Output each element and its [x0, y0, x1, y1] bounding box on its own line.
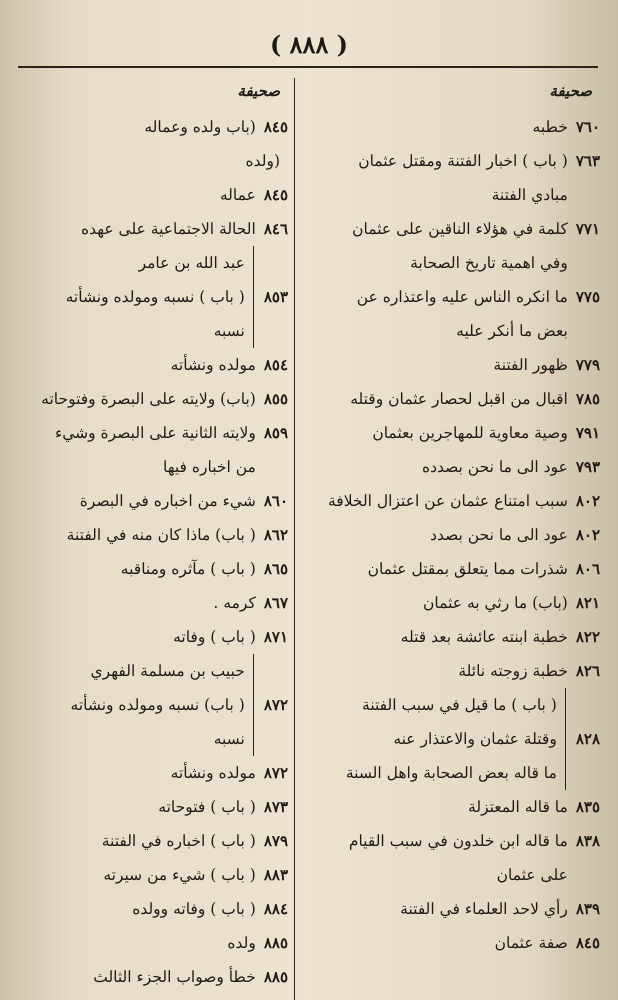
toc-entry-title: [372, 416, 568, 450]
toc-page-number: ٨٥٥: [263, 390, 288, 408]
toc-entry: [302, 552, 600, 586]
toc-entry: [22, 824, 288, 858]
toc-entry-title: [171, 756, 256, 790]
toc-entry-title: [103, 858, 256, 892]
toc-page-number: ٨٥٩: [263, 424, 288, 442]
toc-entry-line: من اخباره فيها: [163, 458, 256, 476]
toc-entry-title: [173, 620, 256, 654]
toc-entry-title: [349, 824, 568, 892]
toc-entry-title: [227, 926, 255, 960]
toc-entry-line: كلمة في هؤلاء الناقين على عثمان: [352, 220, 568, 238]
toc-entry-title: [66, 246, 254, 348]
toc-entry-line: نسبه: [213, 322, 245, 340]
toc-page-number: ٨٢٨: [575, 730, 600, 748]
toc-page-number: ٧٩٣: [575, 458, 600, 476]
toc-page-number: ٨٦٥: [263, 560, 288, 578]
toc-entry-line: ( باب ) ما قيل في سبب الفتنة: [362, 696, 557, 714]
page-number: ( ٨٨٨ ): [269, 30, 349, 59]
toc-entry-title: [220, 178, 256, 212]
toc-entry-line: خطأ وصواب الجزء الثالث: [93, 968, 256, 986]
toc-entry-line: ولايته الثانية على البصرة وشيء: [54, 424, 256, 442]
toc-entry: [22, 348, 288, 382]
toc-entry-line: ظهور الفتنة: [493, 356, 568, 374]
toc-page-number: ٨٠٢: [575, 526, 600, 544]
toc-entry: [302, 382, 600, 416]
toc-entry-title: [422, 450, 568, 484]
toc-column-right: [302, 78, 600, 960]
toc-entry: [302, 110, 600, 144]
toc-entry-line: ما قاله ابن خلدون في سبب القيام: [348, 832, 568, 850]
toc-entry-line: رأي لاحد العلماء في الفتنة: [400, 900, 568, 918]
toc-page-number: ٧٦٠: [575, 118, 600, 136]
toc-entry-line: وفي اهمية تاريخ الصحابة: [410, 254, 568, 272]
toc-page-number: ٨٥٤: [263, 356, 288, 374]
toc-page-number: ٨٨٥: [263, 934, 288, 952]
toc-entry-line: الحالة الاجتماعية على عهده: [80, 220, 256, 238]
column-divider: [294, 78, 295, 1000]
toc-entry-line: خطبه: [532, 118, 568, 136]
toc-page-number: ٨٦٧: [263, 594, 288, 612]
toc-entries: [302, 110, 600, 960]
toc-entry: [22, 382, 288, 416]
column-header: صحيفة: [549, 82, 592, 100]
toc-entry-line: ما انكره الناس عليه واعتذاره عن: [356, 288, 568, 306]
toc-entry-line: ( باب) نسبه ومولده ونشأته: [70, 696, 245, 714]
toc-entry-title: [423, 586, 568, 620]
toc-page-number: ٧٦٣: [575, 152, 600, 170]
toc-page-number: ٨٥٣: [263, 288, 288, 306]
toc-entry: [22, 858, 288, 892]
toc-entry-line: اقبال من اقبل لحصار عثمان وقتله: [350, 390, 568, 408]
toc-entry: [22, 552, 288, 586]
toc-entry-line: ( باب ) اخبار الفتنة ومقتل عثمان: [358, 152, 568, 170]
toc-entry-title: [495, 926, 568, 960]
toc-entry-line: خطبة ابنته عائشة بعد قتله: [400, 628, 568, 646]
toc-page-number: ٧٧٥: [575, 288, 600, 306]
toc-entry: [302, 620, 600, 654]
toc-entry: [22, 654, 288, 756]
toc-entry-title: [55, 416, 256, 484]
toc-entry: [302, 892, 600, 926]
toc-entry-title: [67, 518, 256, 552]
toc-entry-line: حبيب بن مسلمة الفهري: [90, 662, 245, 680]
toc-entry: [302, 824, 600, 892]
toc-entry-line: ولده: [227, 934, 256, 952]
toc-page-number: ٨٠٢: [575, 492, 600, 510]
toc-entry-line: بعض ما أنكر عليه: [456, 322, 568, 340]
toc-entry-title: [171, 348, 256, 382]
toc-page-number: ٨٢٦: [575, 662, 600, 680]
toc-entry: [302, 484, 600, 518]
toc-entry: [22, 586, 288, 620]
toc-entry-line: (ولده: [245, 152, 280, 170]
toc-page-number: ٨٤٥: [263, 186, 288, 204]
toc-entry: [22, 518, 288, 552]
toc-entry-line: ( باب ) وفاته: [173, 628, 256, 646]
toc-entry-title: [352, 212, 568, 280]
toc-entry: [302, 688, 600, 790]
toc-page-number: ٨٢٢: [575, 628, 600, 646]
toc-entry-line: سبب امتناع عثمان عن اعتزال الخلافة: [327, 492, 568, 510]
toc-entry: [302, 518, 600, 552]
toc-entry-title: [245, 144, 280, 178]
toc-entry: [22, 144, 288, 178]
toc-entry-line: كرمه .: [213, 594, 256, 612]
toc-entry-line: مولده ونشأته: [170, 356, 256, 374]
toc-entry-line: خطبة زوجته نائلة: [458, 662, 568, 680]
toc-entry: [302, 790, 600, 824]
toc-page-number: ٨٣٨: [575, 832, 600, 850]
toc-entry-line: وصية معاوية للمهاجرين بعثمان: [372, 424, 568, 442]
toc-page-number: ٨٧٩: [263, 832, 288, 850]
toc-entry: [22, 484, 288, 518]
toc-entry-line: عود الى ما نحن بصدد: [430, 526, 568, 544]
toc-entry-line: نسبه: [213, 730, 245, 748]
toc-entry: [302, 926, 600, 960]
toc-page-number: ٧٧٩: [575, 356, 600, 374]
toc-entry-title: [144, 110, 255, 144]
toc-entry-title: [93, 960, 256, 994]
toc-entry-title: [80, 484, 256, 518]
toc-entry-title: [71, 654, 254, 756]
toc-column-left: [22, 78, 288, 994]
toc-page-number: ٨٧٣: [263, 798, 288, 816]
toc-entry: [302, 586, 600, 620]
toc-entry-line: مولده ونشأته: [170, 764, 256, 782]
toc-entry-title: [468, 790, 568, 824]
toc-entry-title: [41, 382, 256, 416]
header-rule: [18, 66, 598, 68]
toc-entry-line: عماله: [219, 186, 256, 204]
toc-entry-line: ( باب ) وفاته وولده: [132, 900, 256, 918]
toc-entry: [302, 144, 600, 212]
toc-entry-title: [350, 382, 568, 416]
toc-entry: [302, 450, 600, 484]
toc-entry: [22, 178, 288, 212]
toc-entry-line: مبادي الفتنة: [491, 186, 568, 204]
toc-entry-line: وقتلة عثمان والاعتذار عنه: [393, 730, 557, 748]
toc-entry-line: (باب) ما رثي به عثمان: [423, 594, 568, 612]
toc-page-number: ٧٩١: [575, 424, 600, 442]
toc-entries: [22, 110, 288, 994]
toc-entry-line: ( باب ) شيء من سيرته: [103, 866, 256, 884]
toc-entry-title: [400, 892, 568, 926]
toc-page-number: ٨٤٥: [263, 118, 288, 136]
toc-entry-line: (باب ولده وعماله: [144, 118, 256, 136]
toc-page-number: ٨٣٥: [575, 798, 600, 816]
toc-page-number: ٨٨٥: [263, 968, 288, 986]
toc-entry: [22, 892, 288, 926]
toc-entry-line: على عثمان: [496, 866, 568, 884]
toc-entry: [22, 926, 288, 960]
toc-entry-title: [357, 280, 568, 348]
toc-entry-line: ( باب) ماذا كان منه في الفتنة: [66, 526, 256, 544]
toc-entry-title: [81, 212, 256, 246]
toc-entry-line: (باب) ولايته على البصرة وفتوحاته: [41, 390, 256, 408]
toc-entry: [22, 110, 288, 144]
toc-entry: [22, 212, 288, 246]
toc-entry-line: عود الى ما نحن بصدده: [421, 458, 568, 476]
toc-entry-title: [158, 790, 256, 824]
toc-entry-title: [102, 824, 256, 858]
toc-entry-title: [132, 892, 256, 926]
toc-entry-line: عبد الله بن عامر: [138, 254, 245, 272]
toc-entry: [22, 246, 288, 348]
toc-page-number: ٨٧٢: [263, 696, 288, 714]
toc-page-number: ٨٤٦: [263, 220, 288, 238]
column-header: صحيفة: [237, 82, 280, 100]
toc-entry-title: [458, 654, 567, 688]
toc-page-number: ٨٢١: [575, 594, 600, 612]
toc-entry-line: ( باب ) اخباره في الفتنة: [101, 832, 256, 850]
toc-entry-title: [346, 688, 566, 790]
toc-page-number: ٨٤٥: [575, 934, 600, 952]
toc-entry: [22, 756, 288, 790]
toc-page-number: ٨٧١: [263, 628, 288, 646]
toc-entry-title: [368, 552, 568, 586]
toc-entry-title: [493, 348, 567, 382]
toc-entry-title: [401, 620, 568, 654]
toc-entry: [302, 654, 600, 688]
toc-entry-title: [430, 518, 568, 552]
toc-entry-line: شذرات مما يتعلق بمقتل عثمان: [367, 560, 568, 578]
toc-entry-line: ما قاله المعتزلة: [468, 798, 568, 816]
toc-entry-line: شيء من اخباره في البصرة: [79, 492, 256, 510]
toc-entry-line: ( باب ) مآثره ومناقبه: [120, 560, 256, 578]
toc-entry: [302, 416, 600, 450]
toc-page-number: ٨٣٩: [575, 900, 600, 918]
toc-page-number: ٧٧١: [575, 220, 600, 238]
toc-entry: [302, 348, 600, 382]
toc-entry-line: ما قاله بعض الصحابة واهل السنة: [345, 764, 557, 782]
toc-entry-title: [213, 586, 255, 620]
toc-entry-line: صفة عثمان: [494, 934, 568, 952]
toc-entry-title: [358, 144, 568, 212]
toc-page-number: ٨٨٣: [263, 866, 288, 884]
toc-entry-title: [121, 552, 256, 586]
toc-entry-line: ( باب ) فتوحاته: [158, 798, 256, 816]
toc-entry: [302, 212, 600, 280]
toc-entry: [302, 280, 600, 348]
toc-page-number: ٧٨٥: [575, 390, 600, 408]
toc-page-number: ٨٨٤: [263, 900, 288, 918]
toc-entry: [22, 790, 288, 824]
toc-entry-title: [533, 110, 568, 144]
toc-page-number: ٨٦٠: [263, 492, 288, 510]
toc-entry: [22, 620, 288, 654]
toc-entry-line: ( باب ) نسبه ومولده ونشأته: [65, 288, 245, 306]
toc-entry: [22, 416, 288, 484]
toc-entry-title: [328, 484, 568, 518]
toc-entry: [22, 960, 288, 994]
toc-page-number: ٨٧٢: [263, 764, 288, 782]
toc-page-number: ٨٦٢: [263, 526, 288, 544]
toc-page-number: ٨٠٦: [575, 560, 600, 578]
